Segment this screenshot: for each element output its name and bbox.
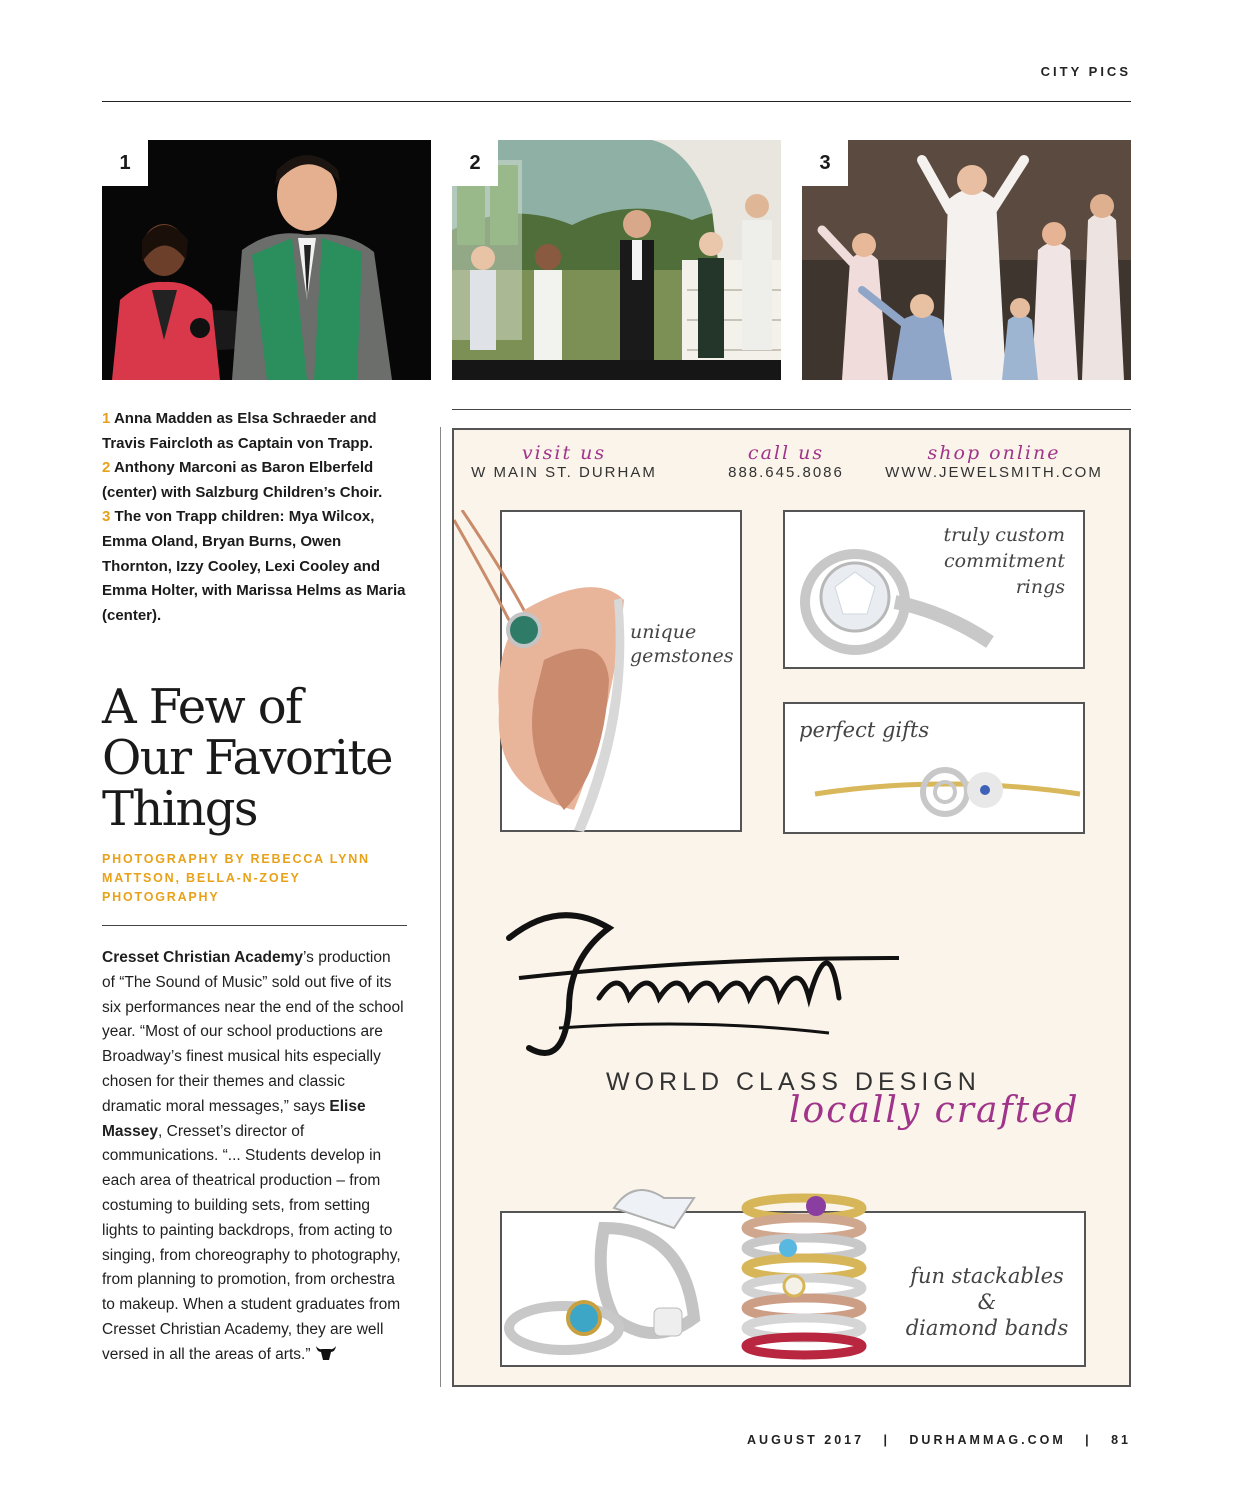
caption-number: 2 xyxy=(102,459,111,477)
photo-number: 3 xyxy=(802,140,848,186)
gifts-box xyxy=(783,702,1085,834)
label-line: unique xyxy=(630,621,697,643)
caption-text: Anna Madden as Elsa Schraeder and Travis Faircloth as Captain von Trapp. xyxy=(102,410,377,452)
photo-credit: PHOTOGRAPHY BY REBECCA LYNN MATTSON, BELLA-N-ZOEY PHOTOGRAPHY xyxy=(102,852,370,904)
article-headline xyxy=(102,679,422,837)
page-footer: AUGUST 2017 | DURHAMMAG.COM | 81 xyxy=(747,1433,1131,1447)
org-name: Cresset Christian Academy xyxy=(102,949,304,966)
credit-rule xyxy=(102,925,407,926)
contact-script: shop online xyxy=(927,442,1061,464)
photo-3 xyxy=(802,140,1131,380)
label-line: commitment xyxy=(944,550,1065,572)
contact-line: 888.645.8086 xyxy=(728,464,844,481)
pendant-icon xyxy=(454,510,744,840)
jewelsmith-ad xyxy=(452,428,1131,1387)
ad-contact-shop xyxy=(874,442,1114,481)
gifts-label: perfect gifts xyxy=(799,718,930,742)
caption-number: 3 xyxy=(102,508,111,526)
bracelet-icon xyxy=(805,754,1085,829)
stackables-label xyxy=(902,1263,1072,1341)
headline-line: Our Favorite xyxy=(102,730,392,786)
ad-contact-call xyxy=(676,442,896,481)
contact-line: WWW.JEWELSMITH.COM xyxy=(885,464,1103,481)
contact-script: visit us xyxy=(521,442,607,464)
header-rule xyxy=(102,101,1131,102)
body-text-part: , Cresset’s director of communications. “... Students develop in each area of theatrical production – from costuming to building sets, from setting lights to painting backdrops, from acting to singing, from choreography to photography, from planning to promotion, from orchestra to makeup. When a student graduates from Cresset Christian Academy, they are well versed in all the areas of arts.” xyxy=(102,1122,401,1363)
section-label: CITY PICS xyxy=(1040,64,1131,79)
stacked-rings-icon xyxy=(504,1168,874,1368)
label-line: fun stackables xyxy=(910,1264,1064,1288)
ad-top-rule xyxy=(452,409,1131,410)
contact-script: call us xyxy=(747,442,825,464)
photo-1-image xyxy=(102,140,431,380)
label-line: diamond bands xyxy=(905,1316,1069,1340)
label-line: gemstones xyxy=(630,645,734,667)
bull-end-icon xyxy=(315,1344,337,1362)
column-divider xyxy=(440,427,441,1387)
ad-tagline-script: locally crafted xyxy=(789,1090,1080,1131)
headline-line: A Few of xyxy=(102,679,302,735)
headline-line: Things xyxy=(102,781,257,837)
rings-box xyxy=(783,510,1085,669)
article-body xyxy=(102,946,407,1368)
label-line: rings xyxy=(1015,576,1065,598)
photo-2 xyxy=(452,140,781,380)
label-line: truly custom xyxy=(943,524,1065,546)
caption-text: The von Trapp children: Mya Wilcox, Emma Oland, Bryan Burns, Owen Thornton, Izzy Cooley, Lexi Cooley and Emma Holter, with Marissa Helms as Maria (center). xyxy=(102,508,406,624)
photo-2-image xyxy=(452,140,781,380)
ad-contact-visit xyxy=(454,442,674,481)
contact-line: W MAIN ST. DURHAM xyxy=(471,464,657,481)
caption-number: 1 xyxy=(102,410,111,427)
rings-label xyxy=(925,522,1065,600)
photo-3-image xyxy=(802,140,1131,380)
photo-number: 2 xyxy=(452,140,498,186)
photo-number: 1 xyxy=(102,140,148,186)
person-name: Elise Massey xyxy=(102,1097,366,1140)
body-text-part: ’s production of “The Sound of Music” sold out five of its six performances near the end of the school year. “Most of our school productions are Broadway’s finest musical hits especially chosen for their themes and classic dramatic moral messages,” says xyxy=(102,949,404,1115)
ad-tagline: WORLD CLASS DESIGN xyxy=(606,1068,981,1096)
caption-text: Anthony Marconi as Baron Elberfeld (center) with Salzburg Children’s Choir. xyxy=(102,459,383,501)
photo-captions xyxy=(102,407,412,628)
photo-1 xyxy=(102,140,431,380)
jewelsmith-logo xyxy=(499,898,919,1068)
label-line: & xyxy=(977,1290,997,1314)
